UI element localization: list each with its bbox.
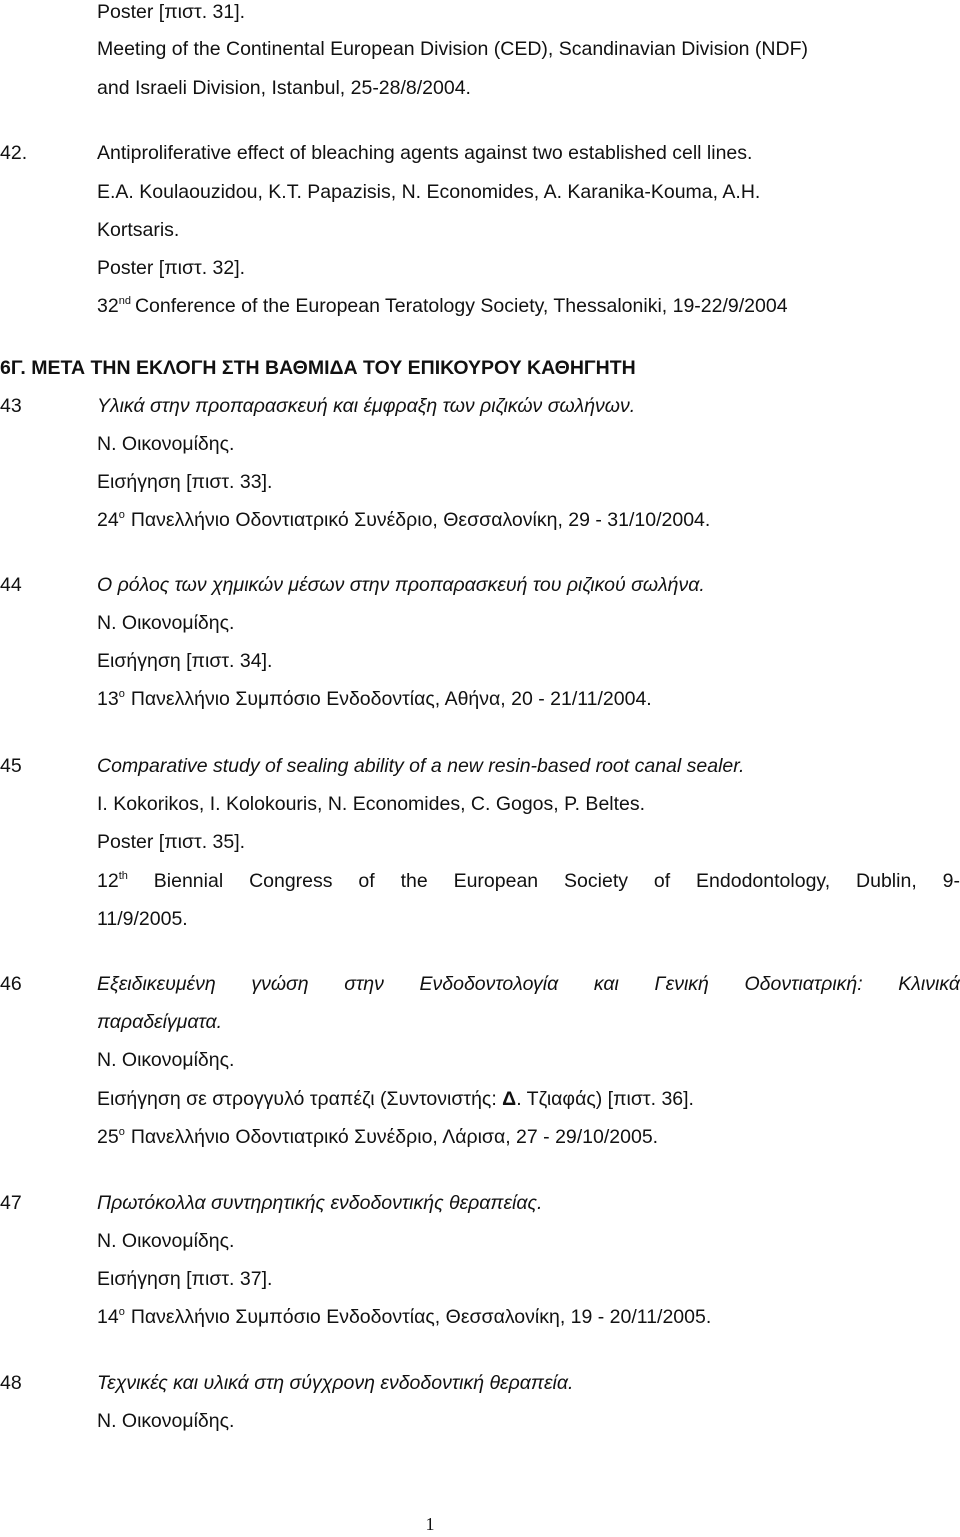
- entry-title-48: Τεχνικές και υλικά στη σύγχρονη ενδοδοντική θεραπεία.: [97, 1372, 574, 1394]
- entry-conference-45-line-1: [97, 869, 960, 896]
- conf-word: 9-: [942, 870, 960, 892]
- entry-poster-42: Poster [πιστ. 32].: [97, 257, 246, 279]
- page-number: 1: [425, 1514, 435, 1534]
- entry-authors-42-line-1: E.A. Koulaouzidou, K.T. Papazisis, N. Economides, A. Karanika-Kouma, A.H.: [97, 181, 761, 203]
- entry-type-44: Εισήγηση [πιστ. 34].: [97, 650, 273, 672]
- conf-superscript: ο: [118, 1306, 125, 1318]
- entry-title-46-line-2: παραδείγματα.: [97, 1011, 223, 1033]
- entry-author-43: Ν. Οικονομίδης.: [97, 433, 235, 455]
- title-word: γνώση: [251, 973, 309, 995]
- title-word: Κλινικά: [898, 973, 960, 995]
- entry-authors-45: I. Kokorikos, I. Kolokouris, N. Economides, C. Gogos, P. Beltes.: [97, 793, 646, 815]
- conf-number: 25: [97, 1126, 119, 1148]
- title-word: Εξειδικευμένη: [97, 973, 216, 995]
- conf-number: 32: [97, 295, 119, 317]
- entry-title-45: Comparative study of sealing ability of a new resin-based root canal sealer.: [97, 755, 745, 777]
- conf-word: Society: [564, 870, 628, 892]
- conf-word: Congress: [249, 870, 333, 892]
- entry-title-44: Ο ρόλος των χημικών μέσων στην προπαρασκευή του ριζικού σωλήνα.: [97, 574, 705, 596]
- conf-superscript: ο: [118, 1126, 125, 1138]
- prev-meeting-line-2: and Israeli Division, Istanbul, 25-28/8/2004.: [97, 77, 471, 99]
- entry-author-46: Ν. Οικονομίδης.: [97, 1049, 235, 1071]
- entry-author-47: Ν. Οικονομίδης.: [97, 1230, 235, 1252]
- title-word: Γενική: [654, 973, 709, 995]
- entry-type-46: Εισήγηση σε στρογγυλό τραπέζι (Συντονιστής: Δ. Τζιαφάς) [πιστ. 36].: [97, 1088, 694, 1110]
- conf-word: Biennial: [153, 870, 224, 892]
- entry-conference-45-line-2: 11/9/2005.: [97, 908, 188, 930]
- entry-number-45: 45: [0, 755, 22, 777]
- entry-conference-46: [97, 1125, 658, 1152]
- conf-word: Endodontology,: [696, 870, 831, 892]
- title-word: στην: [344, 973, 384, 995]
- entry-type-47: Εισήγηση [πιστ. 37].: [97, 1268, 273, 1290]
- entry-conference-42: [97, 294, 788, 321]
- conf-word: of: [358, 870, 375, 892]
- conf-number: 13: [97, 688, 119, 710]
- conf-text: Πανελλήνιο Συμπόσιο Ενδοδοντίας, Θεσσαλονίκη, 19 - 20/11/2005.: [130, 1306, 712, 1328]
- conf-superscript: nd: [118, 295, 131, 307]
- conf-superscript: ο: [118, 688, 125, 700]
- section-heading: 6Γ. ΜΕΤΑ ΤΗΝ ΕΚΛΟΓΗ ΣΤΗ ΒΑΘΜΙΔΑ ΤΟΥ ΕΠΙΚΟΥΡΟΥ ΚΑΘΗΓΗΤΗ: [0, 357, 636, 379]
- entry-conference-44: [97, 687, 652, 714]
- conf-superscript: th: [118, 870, 128, 882]
- entry-authors-42-line-2: Kortsaris.: [97, 219, 180, 241]
- entry-number-48: 48: [0, 1372, 22, 1394]
- entry-conference-47: [97, 1305, 711, 1332]
- prev-poster-line: Poster [πιστ. 31].: [97, 1, 246, 23]
- entry-title-47: Πρωτόκολλα συντηρητικής ενδοδοντικής θεραπείας.: [97, 1192, 543, 1214]
- conf-number: 24: [97, 509, 119, 531]
- entry-poster-45: Poster [πιστ. 35].: [97, 831, 246, 853]
- conf-superscript: ο: [118, 509, 125, 521]
- title-word: Ενδοδοντολογία: [419, 973, 559, 995]
- conf-word: 12th: [97, 870, 128, 892]
- title-word: Οδοντιατρική:: [744, 973, 863, 995]
- entry-conference-43: [97, 508, 710, 535]
- entry-title-43: Υλικά στην προπαρασκευή και έμφραξη των ριζικών σωλήνων.: [97, 395, 636, 417]
- entry-number-46: 46: [0, 973, 22, 995]
- conf-text: Πανελλήνιο Οδοντιατρικό Συνέδριο, Λάρισα, 27 - 29/10/2005.: [130, 1126, 659, 1148]
- conf-word: European: [453, 870, 539, 892]
- conf-text: Πανελλήνιο Συμπόσιο Ενδοδοντίας, Αθήνα, 20 - 21/11/2004.: [130, 688, 652, 710]
- entry-title-46-line-1: [97, 972, 960, 996]
- entry-author-48: Ν. Οικονομίδης.: [97, 1410, 235, 1432]
- entry-author-44: Ν. Οικονομίδης.: [97, 612, 235, 634]
- entry-title-42: Antiproliferative effect of bleaching agents against two established cell lines.: [97, 142, 753, 164]
- conf-word: of: [653, 870, 671, 892]
- conf-word: Dublin,: [856, 870, 917, 892]
- entry-number-42: 42.: [0, 142, 28, 164]
- conf-text: Πανελλήνιο Οδοντιατρικό Συνέδριο, Θεσσαλονίκη, 29 - 31/10/2004.: [130, 509, 711, 531]
- entry-number-43: 43: [0, 395, 22, 417]
- conf-word: the: [400, 870, 428, 892]
- entry-type-43: Εισήγηση [πιστ. 33].: [97, 471, 273, 493]
- conf-number: 14: [97, 1306, 119, 1328]
- entry-number-44: 44: [0, 574, 22, 596]
- bold-initial: Δ: [502, 1088, 517, 1110]
- conf-text: Conference of the European Teratology Society, Thessaloniki, 19-22/9/2004: [134, 295, 788, 317]
- title-word: και: [593, 973, 619, 995]
- prev-meeting-line-1: Meeting of the Continental European Division (CED), Scandinavian Division (NDF): [97, 38, 808, 60]
- entry-number-47: 47: [0, 1192, 22, 1214]
